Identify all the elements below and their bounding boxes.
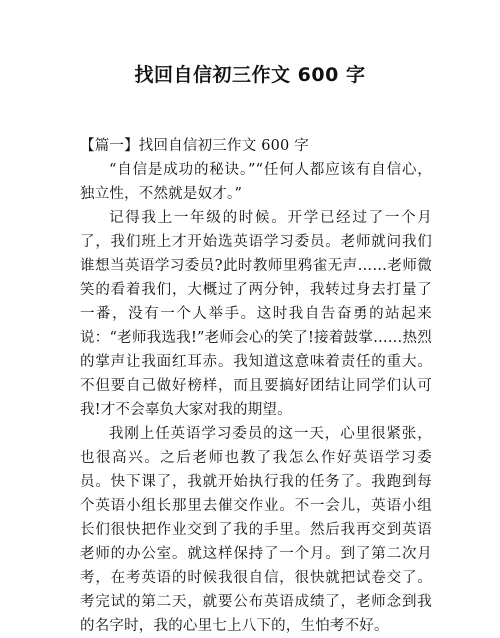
paragraph-quote: “自信是成功的秘诀。”“任何人都应该有自信心，独立性，不然就是奴才。”	[80, 162, 432, 202]
document-body	[80, 134, 432, 638]
section-heading: 【篇一】找回自信初三作文 600 字	[80, 138, 309, 154]
document-title: 找回自信初三作文 600 字	[134, 64, 366, 86]
paragraph-election: 记得我上一年级的时候。开学已经过了一个月了，我们班上才开始选英语学习委员。老师就问我们谁想当英语学习委员?此时教师里鸦雀无声……老师微笑的看着我们，大概过了两分钟，我转过身去打量了一番，没有一个人举手。这时我自告奋勇的站起来说：“老师我选我!”老师会心的笑了!接着鼓掌……热烈的掌声让我面红耳赤。我知道这意味着责任的重大。不但要自己做好榜样，而且要搞好团结让同学们认可我!才不会辜负大家对我的期望。	[80, 210, 432, 418]
paragraph-first-day: 我刚上任英语学习委员的这一天，心里很紧张，也很高兴。之后老师也教了我怎么作好英语学习委员。快下课了，我就开始执行我的任务了。我跑到每个英语小组长那里去催交作业。不一会儿，英语小组长们很快把作业交到了我的手里。然后我再交到英语老师的办公室。就这样保持了一个月。到了第二次月考，在考英语的时候我很自信，很快就把试卷交了。考完试的第二天，就要公布英语成绩了，老师念到我的名字时，我的心里七上八下的，生怕考不好。	[80, 426, 432, 634]
